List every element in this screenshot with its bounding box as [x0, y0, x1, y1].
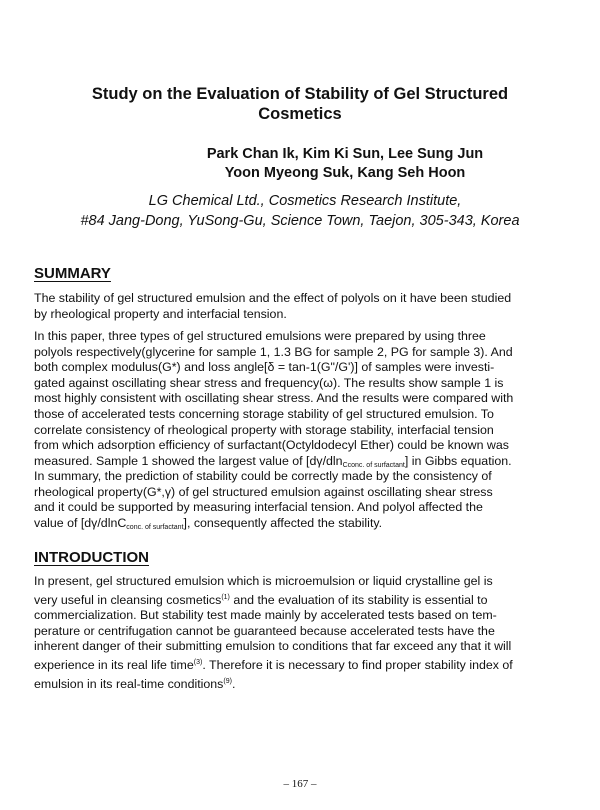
- introduction-heading: INTRODUCTION: [34, 549, 149, 566]
- text-line: polyols respectively(glycerine for sample 1, 1.3 BG for sample 2, PG for sample 3). And: [34, 344, 513, 359]
- text-line: In this paper, three types of gel structured emulsions were prepared by using three: [34, 329, 486, 343]
- text-line: [34, 655, 574, 674]
- text-line: [34, 516, 574, 536]
- citation: (1): [221, 593, 230, 601]
- author-list: [40, 145, 560, 183]
- authors-line-2: Yoon Myeong Suk, Kang Seh Hoon: [224, 165, 466, 181]
- text-line: In present, gel structured emulsion which is microemulsion or liquid crystalline gel is: [34, 574, 493, 588]
- text-line: gated against oscillating shear stress and frequency(ω). The results show sample 1 is: [34, 375, 504, 390]
- summary-heading: SUMMARY: [34, 265, 111, 282]
- text-span: measured. Sample 1 showed the largest value of [dγ/dln: [34, 453, 343, 468]
- citation: (9): [223, 677, 232, 685]
- summary-paragraph-2: [34, 329, 574, 473]
- affiliation-line-2: #84 Jang-Dong, YuSong-Gu, Science Town, Taejon, 305-343, Korea: [80, 213, 520, 229]
- text-span: very useful in cleansing cosmetics: [34, 592, 222, 607]
- paper-title: [40, 84, 560, 124]
- page-number: – 167 –: [283, 778, 317, 790]
- introduction-paragraph: [34, 574, 574, 692]
- text-line: The stability of gel structured emulsion and the effect of polyols on it have been studied: [34, 291, 512, 305]
- text-span: .: [231, 676, 236, 691]
- text-line: most highly consistent with oscillating shear stress. And the results were compared with: [34, 391, 514, 406]
- text-line: [34, 674, 574, 693]
- text-line: correlate consistency of rheological property with storage stability, interfacial tension: [34, 422, 494, 437]
- text-line: rheological property(G*,γ) of gel structured emulsion against oscillating shear stress: [34, 484, 493, 499]
- subscript: conc. of surfactant: [126, 523, 184, 531]
- text-line: In summary, the prediction of stability could be correctly made by the consistency of: [34, 469, 492, 483]
- text-line: both complex modulus(G*) and loss angle[δ = tan-1(G"/G')] of samples were investi-: [34, 360, 495, 375]
- text-line: from which adsorption efficiency of surfactant(Octyldodecyl Ether) could be known was: [34, 438, 509, 453]
- text-line: those of accelerated tests concerning storage stability of gel structured emulsion. To: [34, 406, 494, 421]
- text-line: [34, 590, 574, 609]
- title-line-2: Cosmetics: [258, 105, 342, 123]
- text-span: ], consequently affected the stability.: [183, 515, 383, 530]
- text-span: and the evaluation of its stability is essential to: [229, 592, 488, 607]
- subscript: Cconc. of surfactant: [342, 461, 405, 469]
- text-span: . Therefore it is necessary to find proper stability index of: [202, 657, 513, 672]
- text-line: and it could be supported by measuring interfacial tension. And polyol affected the: [34, 500, 483, 515]
- text-span: emulsion in its real-time conditions: [34, 676, 224, 691]
- text-span: value of [dγ/dlnC: [34, 515, 127, 530]
- text-line: inherent danger of their submitting emulsion to conditions that far exceed any that it will: [34, 639, 512, 654]
- title-line-1: Study on the Evaluation of Stability of Gel Structured: [91, 85, 509, 103]
- text-line: perature or centrifugation cannot be guaranteed because accelerated tests have the: [34, 623, 495, 638]
- affiliation: [30, 191, 570, 231]
- authors-line-1: Park Chan Ik, Kim Ki Sun, Lee Sung Jun: [206, 146, 484, 162]
- text-line: commercialization. But stability test made mainly by accelerated tests based on tem-: [34, 608, 497, 623]
- summary-paragraph-1: [34, 291, 574, 322]
- text-line: by rheological property and interfacial tension.: [34, 306, 287, 321]
- citation: (3): [193, 658, 203, 666]
- text-span: experience in its real life time: [34, 657, 194, 672]
- text-span: ] in Gibbs equation.: [404, 453, 512, 468]
- summary-paragraph-3: [34, 469, 574, 535]
- affiliation-line-1: LG Chemical Ltd., Cosmetics Research Institute,: [148, 193, 462, 209]
